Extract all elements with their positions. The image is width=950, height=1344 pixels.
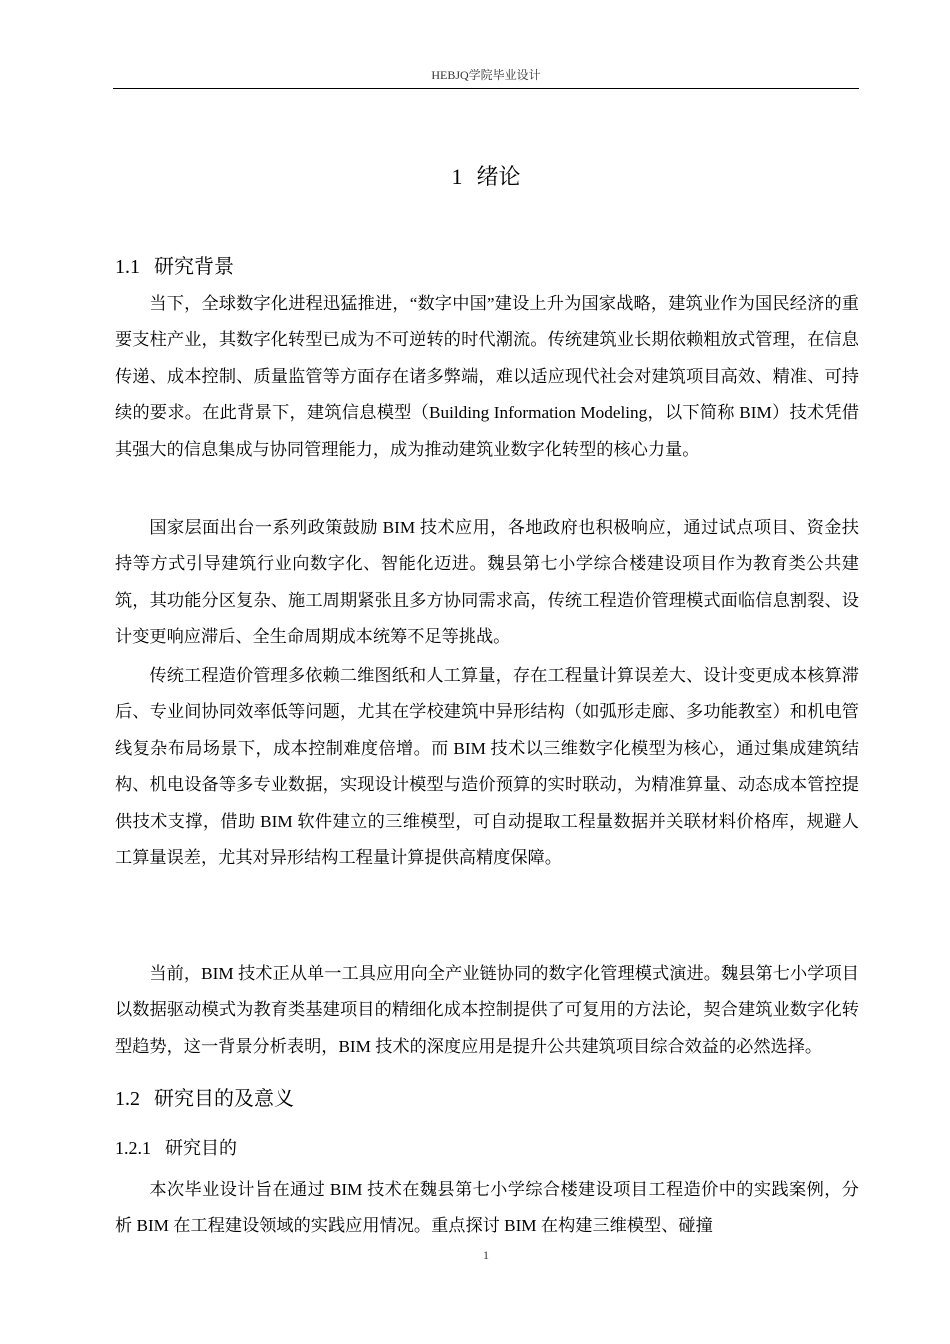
section-title: 研究背景 [154, 254, 234, 278]
section-number: 1.2.1 [115, 1138, 151, 1158]
section-title: 研究目的及意义 [154, 1086, 294, 1110]
paragraph-2: 国家层面出台一系列政策鼓励 BIM 技术应用，各地政府也积极响应，通过试点项目、资金扶持等方式引导建筑行业向数字化、智能化迈进。魏县第七小学综合楼建设项目作为教育类公共建筑，其功能分区复杂、施工周期紧张且多方协同需求高，传统工程造价管理模式面临信息割裂、设计变更响应滞后、全生命周期成本统筹不足等挑战。 [115, 518, 859, 647]
paragraph-5: 本次毕业设计旨在通过 BIM 技术在魏县第七小学综合楼建设项目工程造价中的实践案例，分析 BIM 在工程建设领域的实践应用情况。重点探讨 BIM 在构建三维模型、碰撞 [115, 1180, 859, 1236]
section-title: 研究目的 [165, 1138, 237, 1159]
page-number: 1 [483, 1248, 489, 1262]
section-heading-1-1 [115, 250, 234, 279]
section-number: 1.1 [115, 256, 140, 278]
header-rule [113, 88, 859, 89]
chapter-title-text: 绪论 [476, 165, 521, 190]
section-heading-1-2-1 [115, 1134, 237, 1160]
chapter-number: 1 [451, 164, 463, 189]
chapter-title [113, 160, 859, 191]
section-heading-1-2 [115, 1082, 294, 1111]
section-number: 1.2 [115, 1088, 140, 1110]
paragraph-3: 传统工程造价管理多依赖二维图纸和人工算量，存在工程量计算误差大、设计变更成本核算滞后、专业间协同效率低等问题，尤其在学校建筑中异形结构（如弧形走廊、多功能教室）和机电管线复杂布局场景下，成本控制难度倍增。而 BIM 技术以三维数字化模型为核心，通过集成建筑结构、机电设备等多专业数据，实现设计模型与造价预算的实时联动，为精准算量、动态成本管控提供技术支撑，借助 BIM 软件建立的三维模型，可自动提取工程量数据并关联材料价格库，规避人工算量误差，尤其对异形结构工程量计算提供高精度保障。 [115, 666, 859, 868]
paragraph-4: 当前，BIM 技术正从单一工具应用向全产业链协同的数字化管理模式演进。魏县第七小学项目以数据驱动模式为教育类基建项目的精细化成本控制提供了可复用的方法论，契合建筑业数字化转型趋势，这一背景分析表明，BIM 技术的深度应用是提升公共建筑项目综合效益的必然选择。 [115, 964, 859, 1056]
running-header: HEBJQ学院毕业设计 [431, 68, 541, 82]
paragraph-1: 当下，全球数字化进程迅猛推进，“数字中国”建设上升为国家战略，建筑业作为国民经济的重要支柱产业，其数字化转型已成为不可逆转的时代潮流。传统建筑业长期依赖粗放式管理，在信息传递、成本控制、质量监管等方面存在诸多弊端，难以适应现代社会对建筑项目高效、精准、可持续的要求。在此背景下，建筑信息模型（Building Information Modeling，以下简称 BIM）技术凭借其强大的信息集成与协同管理能力，成为推动建筑业数字化转型的核心力量。 [115, 294, 859, 459]
